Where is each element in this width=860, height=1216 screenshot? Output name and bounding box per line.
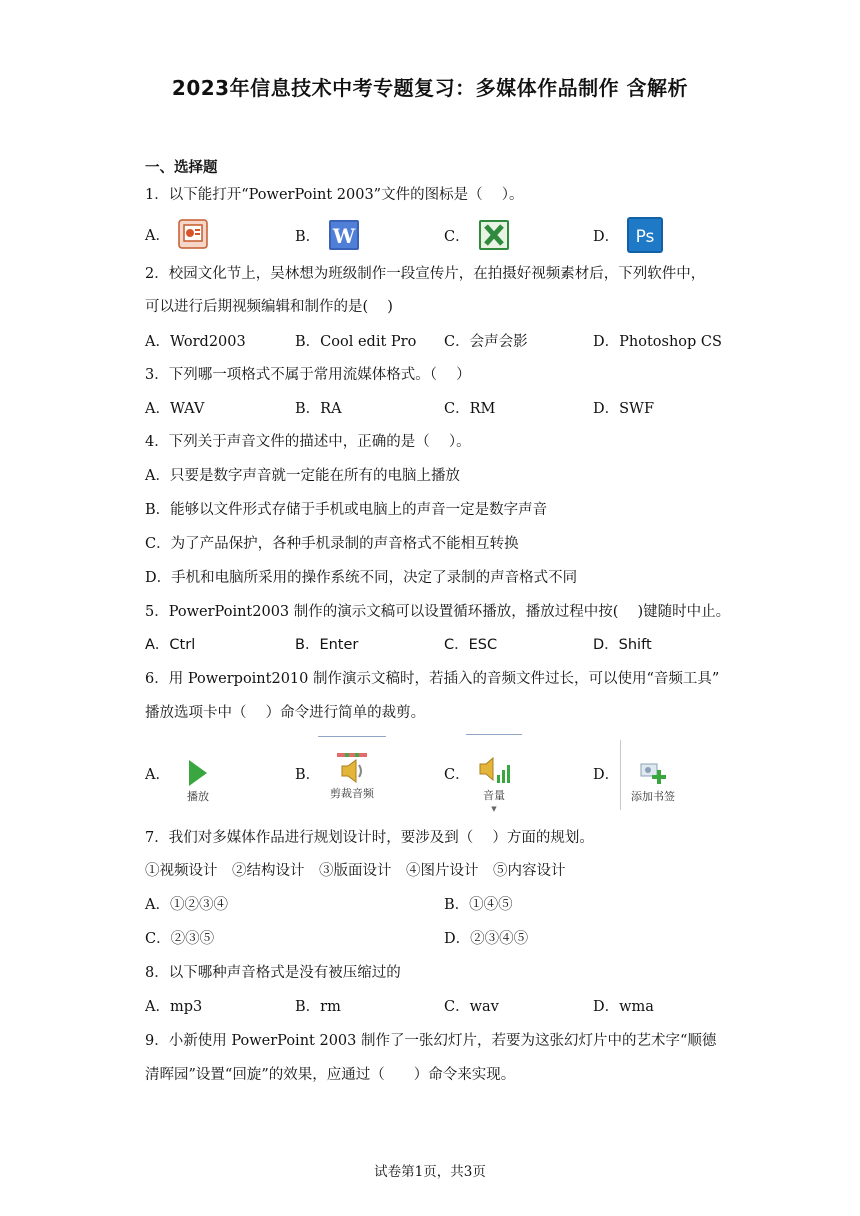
q5-option-a[interactable]: A．Ctrl <box>145 637 196 653</box>
word-icon <box>328 219 360 251</box>
play-icon <box>186 758 210 788</box>
q8-option-b[interactable]: B．rm <box>295 999 341 1015</box>
q1-option-d[interactable]: D． Ps <box>593 217 663 253</box>
q6-option-a-label[interactable]: A． <box>145 767 170 783</box>
question-7-items: ①视频设计 ②结构设计 ③版面设计 ④图片设计 ⑤内容设计 <box>145 863 566 879</box>
q2-option-a[interactable]: A．Word2003 <box>145 334 246 350</box>
question-7: 7．我们对多媒体作品进行规划设计时，要涉及到（ ）方面的规划。 <box>145 830 594 846</box>
q6-option-d[interactable]: 添加书签 <box>620 740 685 810</box>
question-6-line1: 6．用 Powerpoint2010 制作演示文稿时，若插入的音频文件过长，可以使用“音频工具” <box>145 671 720 687</box>
q5-option-d[interactable]: D．Shift <box>593 637 652 653</box>
q7-option-b[interactable]: B．①④⑤ <box>444 897 513 913</box>
powerpoint-icon <box>178 219 208 249</box>
q3-option-a[interactable]: A．WAV <box>145 401 205 417</box>
svg-text:Ps: Ps <box>635 227 655 247</box>
question-2-line1: 2．校园文化节上，吴林想为班级制作一段宣传片，在拍摄好视频素材后，下列软件中， <box>145 266 706 282</box>
section-heading: 一、选择题 <box>145 160 218 176</box>
q8-option-a[interactable]: A．mp3 <box>145 999 203 1015</box>
q4-option-a[interactable]: A．只要是数字声音就一定能在所有的电脑上播放 <box>145 468 460 484</box>
chevron-down-icon: ▼ <box>491 805 497 813</box>
q3-option-d[interactable]: D．SWF <box>593 401 655 417</box>
q4-option-c[interactable]: C．为了产品保护，各种手机录制的声音格式不能相互转换 <box>145 536 519 552</box>
page-title: 2023年信息技术中考专题复习：多媒体作品制作 含解析 <box>171 76 689 100</box>
q6-option-b[interactable]: 剪裁音频 <box>318 736 386 807</box>
question-8: 8．以下哪种声音格式是没有被压缩过的 <box>145 965 401 981</box>
question-9-line2: 清晖园”设置“回旋”的效果，应通过（ ）命令来实现。 <box>145 1067 516 1083</box>
q7-option-a[interactable]: A．①②③④ <box>145 897 228 913</box>
q7-option-d[interactable]: D．②③④⑤ <box>444 931 529 947</box>
q6-option-a[interactable]: 播放 <box>165 740 231 810</box>
q8-option-d[interactable]: D．wma <box>593 999 654 1015</box>
question-9-line1: 9．小新使用 PowerPoint 2003 制作了一张幻灯片，若要为这张幻灯片中的艺术字“顺德 <box>145 1033 717 1049</box>
q6-option-d-label[interactable]: D． <box>593 767 620 783</box>
volume-icon <box>477 753 511 787</box>
q2-option-c[interactable]: C．会声会影 <box>444 334 528 350</box>
q2-option-d[interactable]: D．Photoshop CS <box>593 334 722 350</box>
question-3: 3．下列哪一项格式不属于常用流媒体格式。（ ） <box>145 367 471 383</box>
q1-option-b[interactable]: B． W <box>295 219 360 251</box>
excel-icon <box>478 219 510 251</box>
q3-option-c[interactable]: C．RM <box>444 401 496 417</box>
q4-option-b[interactable]: B．能够以文件形式存储于手机或电脑上的声音一定是数字声音 <box>145 502 548 518</box>
q1-option-c[interactable]: C． <box>444 219 510 251</box>
q6-option-c-label[interactable]: C． <box>444 767 470 783</box>
svg-text:W: W <box>332 224 356 248</box>
page-footer: 试卷第1页，共3页 <box>374 1164 486 1180</box>
q1-option-a[interactable]: A． <box>145 219 208 249</box>
q5-option-c[interactable]: C．ESC <box>444 637 498 653</box>
question-1: 1．以下能打开“PowerPoint 2003”文件的图标是（ ）。 <box>145 187 524 203</box>
trim-audio-icon <box>335 751 369 785</box>
photoshop-icon <box>627 217 663 253</box>
q6-option-c[interactable]: 音量 ▼ <box>466 734 522 815</box>
q4-option-d[interactable]: D．手机和电脑所采用的操作系统不同，决定了录制的声音格式不同 <box>145 570 578 586</box>
q3-option-b[interactable]: B．RA <box>295 401 342 417</box>
q8-option-c[interactable]: C．wav <box>444 999 499 1015</box>
question-6-line2: 播放选项卡中（ ）命令进行简单的裁剪。 <box>145 705 426 721</box>
question-2-line2: 可以进行后期视频编辑和制作的是( ) <box>145 299 393 315</box>
add-bookmark-icon <box>637 758 669 788</box>
q5-option-b[interactable]: B．Enter <box>295 637 359 653</box>
q2-option-b[interactable]: B．Cool edit Pro <box>295 334 417 350</box>
q6-option-b-label[interactable]: B． <box>295 767 321 783</box>
question-5: 5．PowerPoint2003 制作的演示文稿可以设置循环播放，播放过程中按( )键随时中止。 <box>145 604 731 620</box>
question-4: 4．下列关于声音文件的描述中，正确的是（ ）。 <box>145 434 471 450</box>
q7-option-c[interactable]: C．②③⑤ <box>145 931 215 947</box>
